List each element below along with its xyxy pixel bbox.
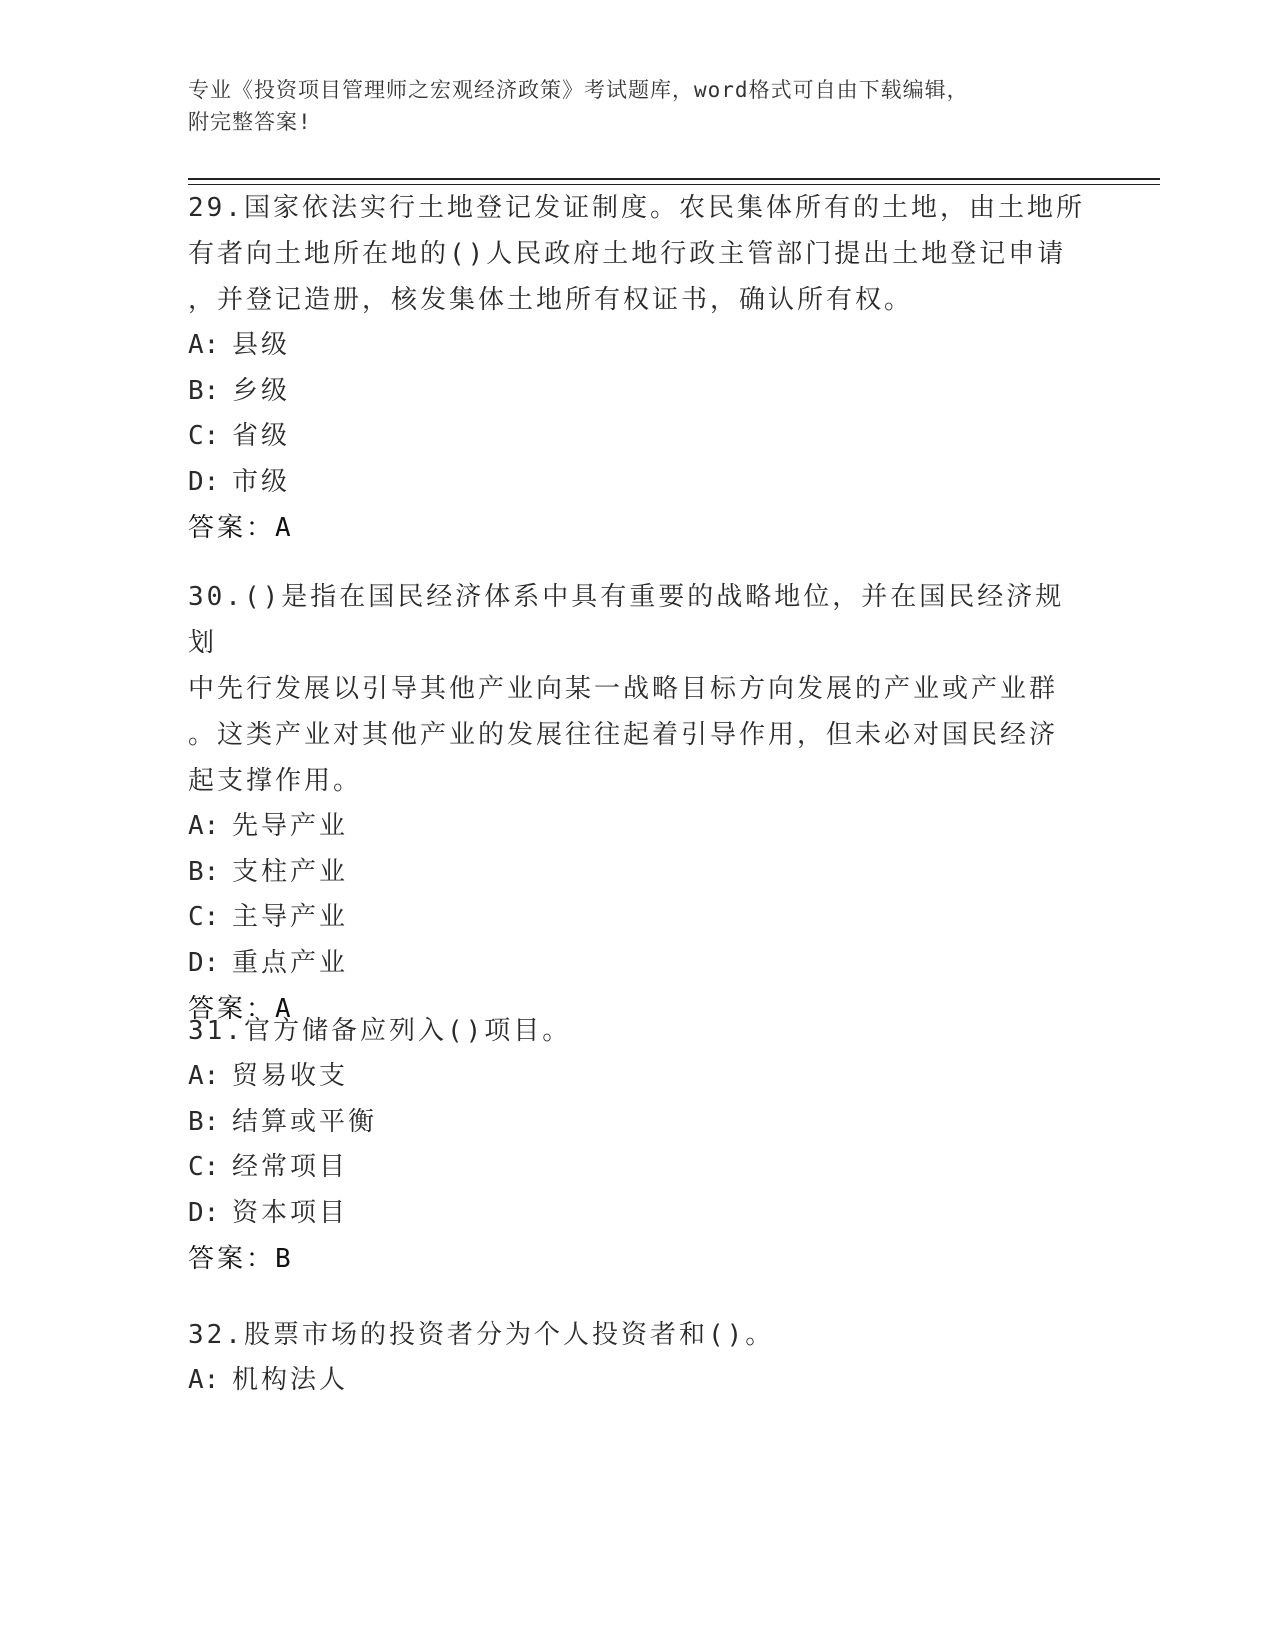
option-text: 支柱产业 <box>232 856 349 887</box>
document-header <box>188 74 1068 138</box>
option-text: 先导产业 <box>232 811 349 841</box>
question-stem-line: 29.国家依法实行土地登记发证制度。农民集体所有的土地，由土地所 <box>188 193 1085 223</box>
option-text: 机构法人 <box>232 1365 349 1395</box>
option-d <box>188 1191 1088 1237</box>
option-letter: C: <box>188 902 220 932</box>
header-line-1: 专业《投资项目管理师之宏观经济政策》考试题库，word格式可自由下载编辑， <box>188 78 969 102</box>
question-30 <box>188 574 1088 1032</box>
option-c <box>188 414 1088 460</box>
question-stem-line: 有者向土地所在地的()人民政府土地行政主管部门提出土地登记申请 <box>188 239 1067 269</box>
option-d <box>188 460 1088 506</box>
option-text: 贸易收支 <box>232 1061 349 1091</box>
question-stem-line: 中先行发展以引导其他产业向某一战略目标方向发展的产业或产业群 <box>188 674 1059 704</box>
option-letter: B: <box>188 856 220 887</box>
option-letter: B: <box>188 1106 220 1137</box>
option-letter: B: <box>188 375 220 406</box>
option-c <box>188 895 1088 941</box>
answer-label: 答案： <box>188 994 276 1024</box>
question-stem-line: 30.()是指在国民经济体系中具有重要的战略地位，并在国民经济规划 <box>188 582 1065 658</box>
header-line-2: 附完整答案! <box>188 110 312 134</box>
option-d <box>188 941 1088 987</box>
header-divider-thick <box>188 178 1160 180</box>
answer-value: A <box>275 513 294 543</box>
option-text: 资本项目 <box>232 1197 349 1228</box>
option-text: 县级 <box>232 330 291 360</box>
answer-line <box>188 1236 1088 1282</box>
option-b <box>188 850 1088 896</box>
option-text: 市级 <box>232 466 291 497</box>
option-letter: A: <box>188 1365 220 1395</box>
answer-line <box>188 505 1088 551</box>
option-b <box>188 369 1088 415</box>
question-stem-line: ，并登记造册，核发集体土地所有权证书，确认所有权。 <box>188 285 914 315</box>
question-stem-line: 32.股票市场的投资者分为个人投资者和()。 <box>188 1320 775 1350</box>
option-text: 主导产业 <box>232 902 349 932</box>
option-letter: D: <box>188 466 220 497</box>
answer-value: B <box>275 1244 294 1274</box>
question-stem-line: 。这类产业对其他产业的发展往往起着引导作用，但未必对国民经济 <box>188 720 1059 750</box>
question-stem-line: 31.官方储备应列入()项目。 <box>188 1016 572 1046</box>
option-letter: D: <box>188 1197 220 1228</box>
option-c <box>188 1145 1088 1191</box>
option-text: 经常项目 <box>232 1152 349 1182</box>
question-stem-line: 起支撑作用。 <box>188 766 363 796</box>
option-text: 省级 <box>232 421 291 451</box>
question-29 <box>188 185 1088 551</box>
option-text: 乡级 <box>232 375 291 406</box>
option-letter: C: <box>188 1152 220 1182</box>
answer-label: 答案： <box>188 1244 276 1274</box>
answer-value: A <box>275 994 294 1024</box>
option-a <box>188 1054 1088 1100</box>
option-a <box>188 323 1088 369</box>
option-b <box>188 1100 1088 1146</box>
question-31 <box>188 1008 1088 1282</box>
option-letter: A: <box>188 330 220 360</box>
question-32 <box>188 1312 1088 1404</box>
option-a <box>188 1358 1088 1404</box>
answer-label: 答案： <box>188 513 276 543</box>
option-letter: C: <box>188 421 220 451</box>
option-text: 结算或平衡 <box>232 1106 378 1137</box>
option-letter: D: <box>188 947 220 978</box>
option-letter: A: <box>188 1061 220 1091</box>
option-a <box>188 804 1088 850</box>
option-text: 重点产业 <box>232 947 349 978</box>
option-letter: A: <box>188 811 220 841</box>
